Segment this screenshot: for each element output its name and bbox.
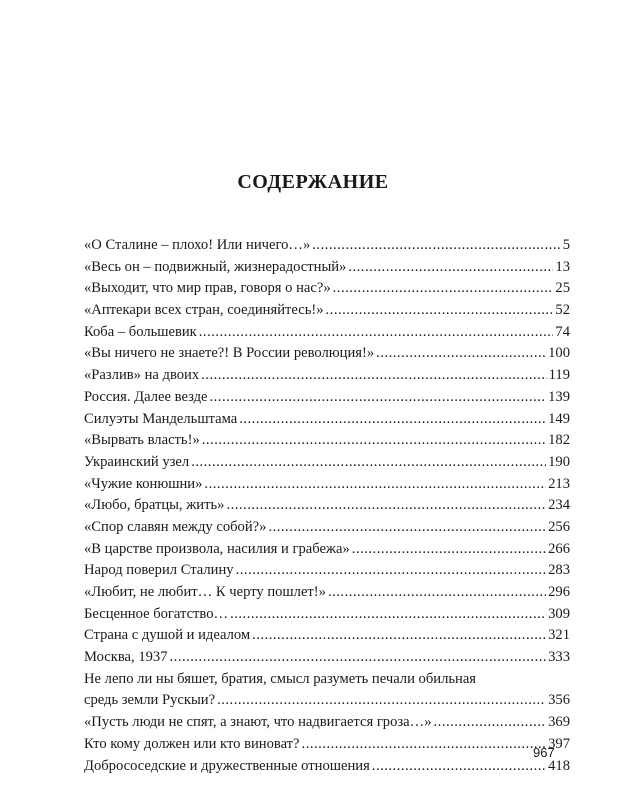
- toc-entry-multiline: [84, 669, 570, 712]
- toc-entry: [84, 756, 570, 778]
- dot-leader: [372, 756, 546, 778]
- toc-entry-page: 321: [548, 627, 570, 644]
- page-title: СОДЕРЖАНИЕ: [237, 171, 389, 193]
- toc-entry-title: «Любо, братцы, жить»: [84, 497, 225, 514]
- toc-entry-title: «В царстве произвола, насилия и грабежа»: [84, 540, 350, 557]
- dot-leader: [230, 604, 546, 626]
- toc-entry-title: «Разлив» на двоих: [84, 367, 200, 384]
- toc-entry: [84, 300, 570, 322]
- toc-entry-title: Россия. Далее везде: [84, 388, 208, 405]
- toc-entry-page: 13: [555, 258, 570, 275]
- toc-entry-page: 418: [548, 757, 570, 774]
- toc-entry-page: 369: [548, 714, 570, 731]
- toc-entry-title: «Чужие конюшни»: [84, 475, 203, 492]
- toc-entry-page: 119: [548, 367, 570, 384]
- dot-leader: [302, 734, 547, 756]
- toc-entry-title: Кто кому должен или кто виноват?: [84, 735, 300, 752]
- toc-entry-title: «Выходит, что мир прав, говоря о нас?»: [84, 280, 331, 297]
- toc-entry-title-line1: Не лепо ли ны бяшет, братия, смысл разуметь печали обильная: [84, 670, 477, 687]
- toc-entry-page: 52: [555, 302, 570, 319]
- toc-entry-page: 309: [548, 605, 570, 622]
- toc-entry-title: Коба – большевик: [84, 323, 197, 340]
- dot-leader: [268, 517, 546, 539]
- toc-entry: [84, 430, 570, 452]
- dot-leader: [210, 387, 547, 409]
- dot-leader: [333, 278, 554, 300]
- dot-leader: [434, 712, 547, 734]
- toc-entry-page: 25: [555, 280, 570, 297]
- toc-entry-title: «Вырвать власть!»: [84, 432, 200, 449]
- toc-entry: [84, 647, 570, 669]
- toc-entry-page: 190: [548, 453, 570, 470]
- dot-leader: [326, 300, 554, 322]
- toc-entry: [84, 322, 570, 344]
- toc-entry-title: «Весь он – подвижный, жизнерадостный»: [84, 258, 347, 275]
- dot-leader: [312, 235, 560, 257]
- dot-leader: [239, 409, 546, 431]
- toc-entry-title-line2: средь земли Рускыи?: [84, 692, 216, 709]
- toc-entry: [84, 235, 570, 257]
- toc-entry: [84, 712, 570, 734]
- dot-leader: [328, 582, 546, 604]
- toc-entry: [84, 734, 570, 756]
- toc-entry: [84, 278, 570, 300]
- toc-entry-page: 139: [548, 388, 570, 405]
- dot-leader: [236, 560, 547, 582]
- toc-entry: [84, 387, 570, 409]
- dot-leader: [191, 452, 546, 474]
- dot-leader: [348, 257, 553, 279]
- dot-leader: [352, 539, 546, 561]
- toc-entry: [84, 409, 570, 431]
- toc-entry-title: «Аптекари всех стран, соединяйтесь!»: [84, 302, 324, 319]
- toc-entry: [84, 495, 570, 517]
- toc-entry-page: 283: [548, 562, 570, 579]
- toc-entry-title: «Спор славян между собой?»: [84, 518, 267, 535]
- toc-entry-title: Народ поверил Сталину: [84, 562, 234, 579]
- dot-leader: [226, 495, 546, 517]
- toc-entry: [84, 343, 570, 365]
- toc-entry-line2: [84, 690, 570, 712]
- toc-entry-page: 296: [548, 584, 570, 600]
- toc-entry-title: Москва, 1937: [84, 649, 168, 666]
- toc-entry: [84, 452, 570, 474]
- dot-leader: [170, 647, 547, 669]
- toc-entry-page: 333: [548, 649, 570, 666]
- toc-entry: [84, 582, 570, 604]
- page-number: 967: [533, 745, 555, 760]
- toc-entry-title: Страна с душой и идеалом: [84, 627, 251, 644]
- dot-leader: [199, 322, 554, 344]
- toc-entry-page: 182: [548, 432, 570, 449]
- toc-entry-page: 213: [548, 475, 570, 492]
- dot-leader: [376, 343, 546, 365]
- toc-entries: [84, 235, 570, 669]
- toc-entry: [84, 517, 570, 539]
- toc-entry-page: 356: [548, 692, 570, 709]
- toc-entry: [84, 365, 570, 387]
- table-of-contents: [84, 235, 570, 777]
- toc-entry-title: Бесценное богатство…: [84, 605, 229, 622]
- dot-leader: [202, 430, 546, 452]
- toc-entry: [84, 604, 570, 626]
- toc-entry-page: 5: [562, 237, 570, 253]
- toc-entry-page: 149: [548, 410, 570, 427]
- toc-entry-title: Украинский узел: [84, 453, 190, 470]
- dot-leader: [204, 474, 546, 496]
- toc-entry: [84, 625, 570, 647]
- toc-entry-page: 74: [555, 323, 570, 340]
- toc-entry: [84, 539, 570, 561]
- toc-entry: [84, 560, 570, 582]
- toc-entry-page: 256: [548, 518, 570, 535]
- toc-entry-title: «Вы ничего не знаете?! В России революция!»: [84, 345, 375, 362]
- toc-entry-title: «Любит, не любит… К черту пошлет!»: [84, 584, 326, 600]
- toc-entry-title: Добрососедские и дружественные отношения: [84, 757, 370, 774]
- toc-entry-title: «Пусть люди не спят, а знают, что надвигается гроза…»: [84, 714, 432, 731]
- dot-leader: [252, 625, 546, 647]
- dot-leader: [217, 690, 546, 712]
- toc-entry: [84, 257, 570, 279]
- toc-entries-after: [84, 712, 570, 777]
- toc-entry-title: Силуэты Мандельштама: [84, 410, 238, 427]
- toc-entry-page: 266: [548, 540, 570, 557]
- toc-entry-title: «О Сталине – плохо! Или ничего…»: [84, 237, 311, 253]
- toc-entry: [84, 474, 570, 496]
- toc-entry-page: 397: [548, 735, 570, 752]
- dot-leader: [201, 365, 547, 387]
- toc-entry-page: 234: [548, 497, 570, 514]
- toc-entry-page: 100: [548, 345, 570, 362]
